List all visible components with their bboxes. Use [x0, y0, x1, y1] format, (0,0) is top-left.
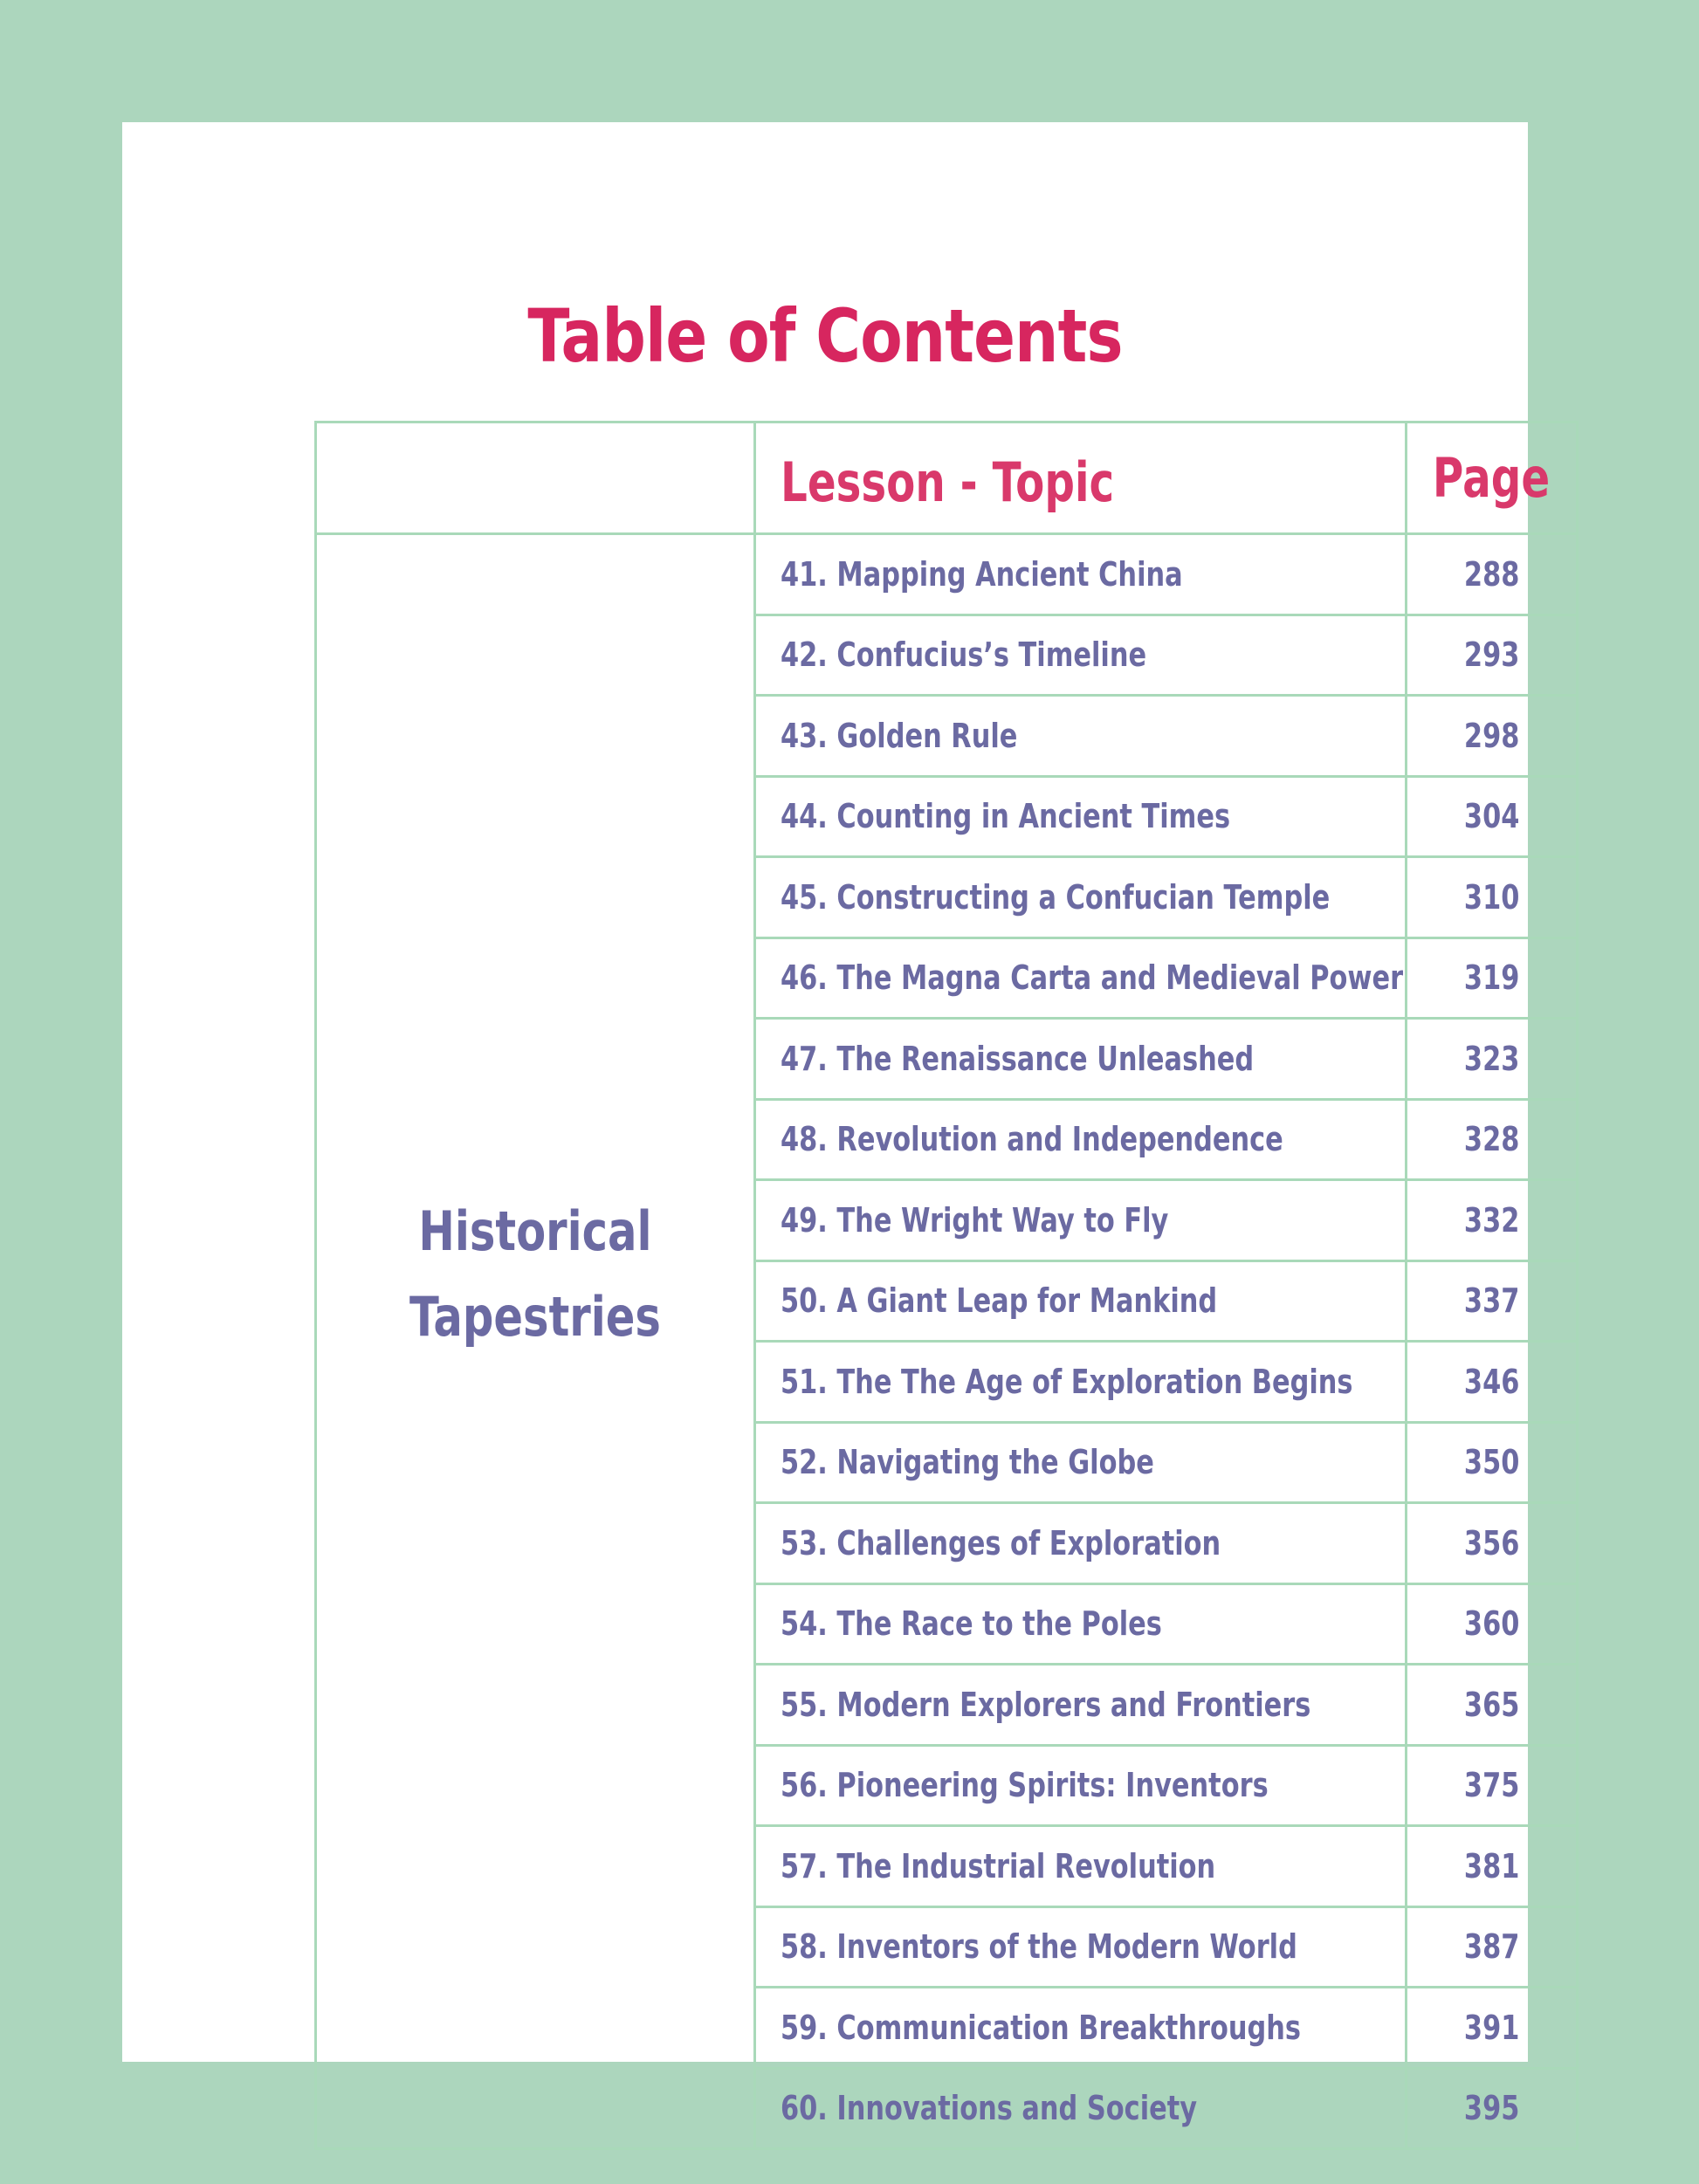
lesson-cell [755, 776, 1407, 857]
lesson-title[interactable]: 59. Communication Breakthroughs [781, 2008, 1302, 2047]
lesson-cell [755, 1826, 1407, 1907]
page-number-cell [1406, 534, 1577, 615]
lesson-title[interactable]: 46. The Magna Carta and Medieval Power [781, 958, 1404, 998]
lesson-title[interactable]: 56. Pioneering Spirits: Inventors [781, 1766, 1269, 1805]
lesson-cell [755, 1342, 1407, 1423]
page-number-cell [1406, 776, 1577, 857]
page-number-cell [1406, 1503, 1577, 1584]
lesson-cell [755, 1583, 1407, 1665]
toc-table [314, 421, 1579, 2150]
lesson-cell [755, 1180, 1407, 1261]
lesson-title[interactable]: 58. Inventors of the Modern World [781, 1927, 1297, 1967]
lesson-cell [755, 937, 1407, 1019]
lesson-title[interactable]: 51. The The Age of Exploration Begins [781, 1362, 1353, 1401]
lesson-title[interactable]: 47. The Renaissance Unleashed [781, 1039, 1255, 1078]
page-number-cell [1406, 1988, 1577, 2069]
page-number-cell [1406, 2068, 1577, 2149]
page-number[interactable]: 310 [1463, 877, 1520, 917]
page-number-cell [1406, 1260, 1577, 1342]
lesson-title[interactable]: 50. A Giant Leap for Mankind [781, 1281, 1218, 1321]
page-number[interactable]: 381 [1463, 1846, 1520, 1885]
page-number[interactable]: 328 [1463, 1120, 1520, 1159]
lesson-title[interactable]: 52. Navigating the Globe [781, 1443, 1154, 1482]
section-header-cell [316, 422, 755, 534]
lesson-title[interactable]: 48. Revolution and Independence [781, 1120, 1283, 1159]
lesson-cell [755, 2068, 1407, 2149]
page-number[interactable]: 298 [1463, 716, 1520, 755]
page-number-cell [1406, 1099, 1577, 1180]
page-number[interactable]: 365 [1463, 1685, 1520, 1724]
lesson-cell [755, 1906, 1407, 1988]
page-number[interactable]: 323 [1463, 1039, 1520, 1078]
page-number-cell [1406, 696, 1577, 777]
page-number[interactable]: 375 [1463, 1766, 1520, 1805]
page-number-cell [1406, 1745, 1577, 1826]
lesson-title[interactable]: 45. Constructing a Confucian Temple [781, 877, 1331, 917]
lesson-cell [755, 1745, 1407, 1826]
lesson-title[interactable]: 57. The Industrial Revolution [781, 1846, 1216, 1885]
lesson-cell [755, 1019, 1407, 1100]
page-header-cell [1406, 422, 1577, 534]
page-number[interactable]: 356 [1463, 1523, 1520, 1562]
lesson-cell [755, 1988, 1407, 2069]
lesson-cell [755, 696, 1407, 777]
page-number[interactable]: 360 [1463, 1604, 1520, 1644]
lesson-cell [755, 1260, 1407, 1342]
page-number-cell [1406, 1019, 1577, 1100]
page-number[interactable]: 350 [1463, 1443, 1520, 1482]
lesson-cell [755, 534, 1407, 615]
lesson-header-label: Lesson - Topic [781, 450, 1115, 514]
lesson-title[interactable]: 43. Golden Rule [781, 716, 1018, 755]
page-number[interactable]: 288 [1463, 554, 1520, 594]
lesson-title[interactable]: 41. Mapping Ancient China [781, 554, 1183, 594]
lesson-header-cell [755, 422, 1407, 534]
page-sheet [122, 122, 1551, 2128]
page-number[interactable]: 337 [1463, 1281, 1520, 1321]
section-cell [316, 534, 755, 2149]
page-number-cell [1406, 1422, 1577, 1503]
page-number[interactable]: 319 [1463, 958, 1520, 998]
lesson-cell [755, 615, 1407, 696]
page-title: Table of Contents [527, 293, 1123, 379]
lesson-cell [755, 857, 1407, 938]
page-number-cell [1406, 1826, 1577, 1907]
page-number[interactable]: 332 [1463, 1200, 1520, 1240]
page-number[interactable]: 293 [1463, 635, 1520, 675]
page-number[interactable]: 387 [1463, 1927, 1520, 1967]
page-number[interactable]: 391 [1463, 2008, 1520, 2047]
lesson-title[interactable]: 49. The Wright Way to Fly [781, 1200, 1169, 1240]
section-name: Historical Tapestries [409, 1199, 661, 1349]
lesson-title[interactable]: 55. Modern Explorers and Frontiers [781, 1685, 1311, 1724]
lesson-title[interactable]: 42. Confucius’s Timeline [781, 635, 1147, 675]
page-number-cell [1406, 1906, 1577, 1988]
page-number-cell [1406, 1583, 1577, 1665]
page-number[interactable]: 395 [1463, 2089, 1520, 2128]
lesson-title[interactable]: 60. Innovations and Society [781, 2089, 1198, 2128]
table-header-row [316, 422, 1578, 534]
lesson-title[interactable]: 54. The Race to the Poles [781, 1604, 1162, 1644]
lesson-cell [755, 1665, 1407, 1746]
page-number-cell [1406, 615, 1577, 696]
lesson-cell [755, 1099, 1407, 1180]
lesson-title[interactable]: 53. Challenges of Exploration [781, 1523, 1221, 1562]
page-number[interactable]: 304 [1463, 797, 1520, 836]
page-number[interactable]: 346 [1463, 1362, 1520, 1401]
lesson-cell [755, 1422, 1407, 1503]
page-header-label: Page [1433, 446, 1551, 510]
table-row [316, 534, 1578, 615]
lesson-cell [755, 1503, 1407, 1584]
page-number-cell [1406, 1180, 1577, 1261]
lesson-title[interactable]: 44. Counting in Ancient Times [781, 797, 1231, 836]
